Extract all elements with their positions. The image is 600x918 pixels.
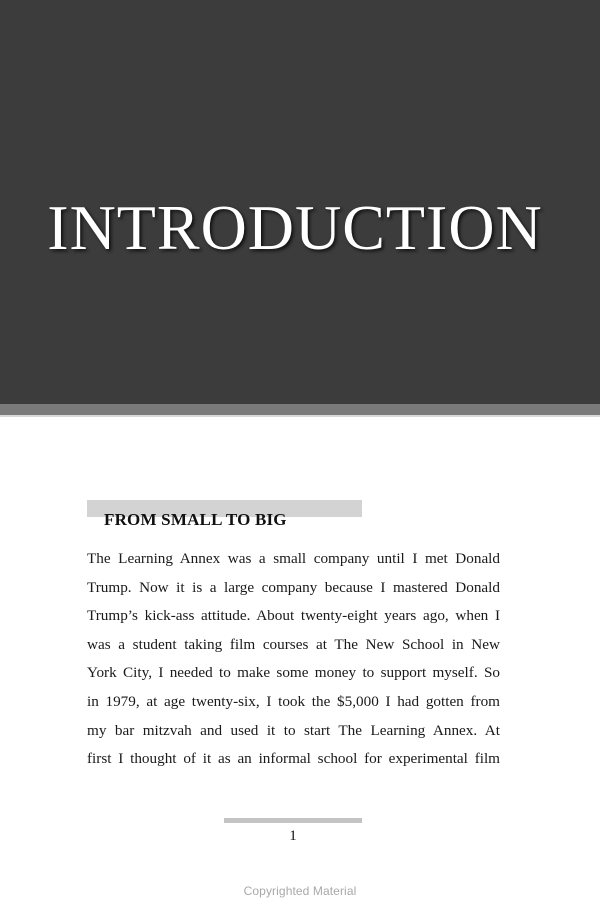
paragraph-line: in 1979, at age twenty-six, I took the $5,000 I had gotten from bbox=[87, 692, 500, 710]
paragraph-line: York City, I needed to make some money to support myself. So bbox=[87, 664, 500, 682]
paragraph-line: Trump. Now it is a large company because I mastered Donald bbox=[87, 578, 500, 596]
footer-rule bbox=[224, 818, 362, 823]
section-heading: FROM SMALL TO BIG bbox=[104, 510, 287, 529]
paragraph-line: was a student taking film courses at The New School in New bbox=[87, 635, 500, 653]
paragraph-line: my bar mitzvah and used it to start The Learning Annex. At bbox=[87, 721, 500, 739]
page-number: 1 bbox=[289, 828, 297, 844]
paragraph-line: The Learning Annex was a small company until I met Donald bbox=[87, 550, 500, 567]
watermark-bottom: Copyrighted Material bbox=[243, 884, 357, 898]
body-paragraph bbox=[87, 545, 500, 774]
header-divider bbox=[0, 404, 600, 415]
chapter-title: INTRODUCTION bbox=[47, 192, 543, 263]
paragraph-line: Trump’s kick-ass attitude. About twenty-eight years ago, when I bbox=[87, 607, 500, 625]
paragraph-line: first I thought of it as an informal school for experimental film bbox=[87, 750, 500, 768]
